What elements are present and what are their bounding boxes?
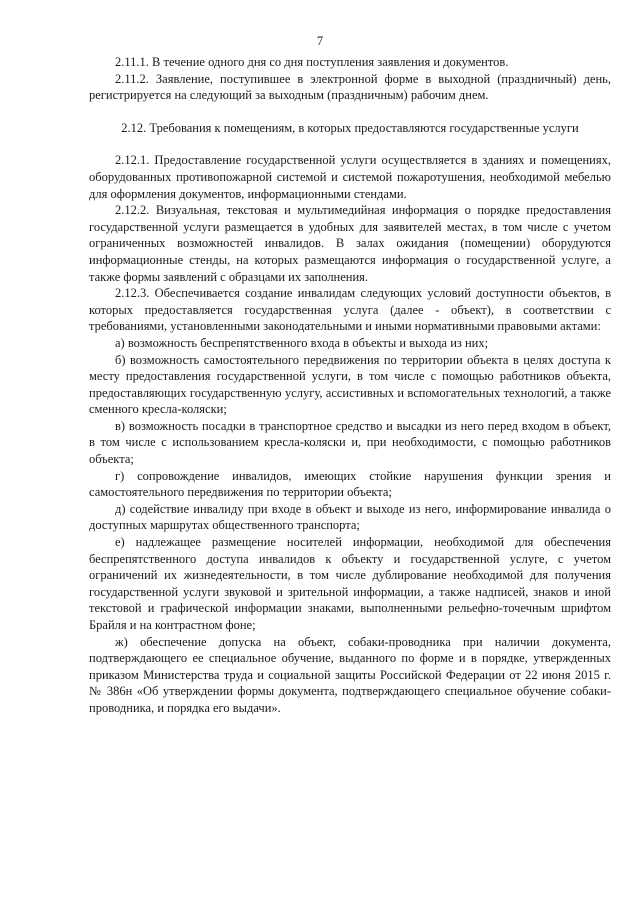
paragraph-2-11-1: 2.11.1. В течение одного дня со дня поступления заявления и документов. bbox=[115, 55, 509, 69]
section-heading-2-12: 2.12. Требования к помещениям, в которых предоставляются государственные услуги bbox=[121, 120, 579, 135]
document-body bbox=[89, 54, 611, 717]
list-item-v: в) возможность посадки в транспортное средство и высадки из него перед входом в объект, в том числе с использованием кресла-коляски и, при необходимости, с помощью работников объекта; bbox=[89, 418, 611, 467]
paragraph-2-11-2: 2.11.2. Заявление, поступившее в электронной форме в выходной (праздничный) день, регистрируется на следующий за выходным (праздничным) рабочим днем. bbox=[89, 71, 611, 103]
list-item-b: б) возможность самостоятельного передвижения по территории объекта в целях доступа к месту предоставления государственной услуги, в том числе с помощью работников объекта, предоставляющих государственную услугу, ассистивных и вспомогательных технологий, а также сменного кресла-коляски; bbox=[89, 352, 611, 417]
paragraph-2-12-2: 2.12.2. Визуальная, текстовая и мультимедийная информация о порядке предоставления государственной услуги размещается в удобных для заявителей местах, в том числе с учетом ограниченных возможностей инвалидов. В залах ожидания (помещении) оборудуются информационные стенды, на которых размещаются информация о государственной услуге, а также формы заявлений с образцами их заполнения. bbox=[89, 203, 611, 284]
list-item-g: г) сопровождение инвалидов, имеющих стойкие нарушения функции зрения и самостоятельного передвижения по территории объекта; bbox=[89, 468, 611, 500]
paragraph-2-12-1: 2.12.1. Предоставление государственной услуги осуществляется в зданиях и помещениях, оборудованных противопожарной системой и системой пожаротушения, необходимой мебелью для оформления документов, информационными стендами. bbox=[89, 153, 611, 201]
list-item-a: а) возможность беспрепятственного входа в объекты и выхода из них; bbox=[115, 335, 489, 350]
page-number: 7 bbox=[316, 34, 324, 48]
list-item-zh: ж) обеспечение допуска на объект, собаки-проводника при наличии документа, подтверждающего ее специальное обучение, выданного по форме и в порядке, утвержденных приказом Министерства труда и социальной защиты Российской Федерации от 22 июня 2015 г. № 386н «Об утверждении формы документа, подтверждающего специальное обучение собаки-проводника, и порядка его выдачи». bbox=[89, 634, 611, 715]
list-item-e: е) надлежащее размещение носителей информации, необходимой для обеспечения беспрепятственного доступа инвалидов к объекту и государственной услуге, с учетом ограничений их жизнедеятельности, в том числе дублирование необходимой для получения государственной услуги звуковой и зрительной информации, а также надписей, знаков и иной текстовой и графической информации знаками, выполненными рельефно-точечным шрифтом Брайля и на контрастном фоне; bbox=[89, 535, 611, 632]
list-item-d: д) содействие инвалиду при входе в объект и выходе из него, информирование инвалида о доступных маршрутах общественного транспорта; bbox=[89, 501, 611, 533]
paragraph-2-12-3: 2.12.3. Обеспечивается создание инвалидам следующих условий доступности объектов, в которых предоставляется государственная услуга (далее - объект), в соответствии с требованиями, установленными законодательными и иными нормативными правовыми актами: bbox=[89, 286, 611, 334]
